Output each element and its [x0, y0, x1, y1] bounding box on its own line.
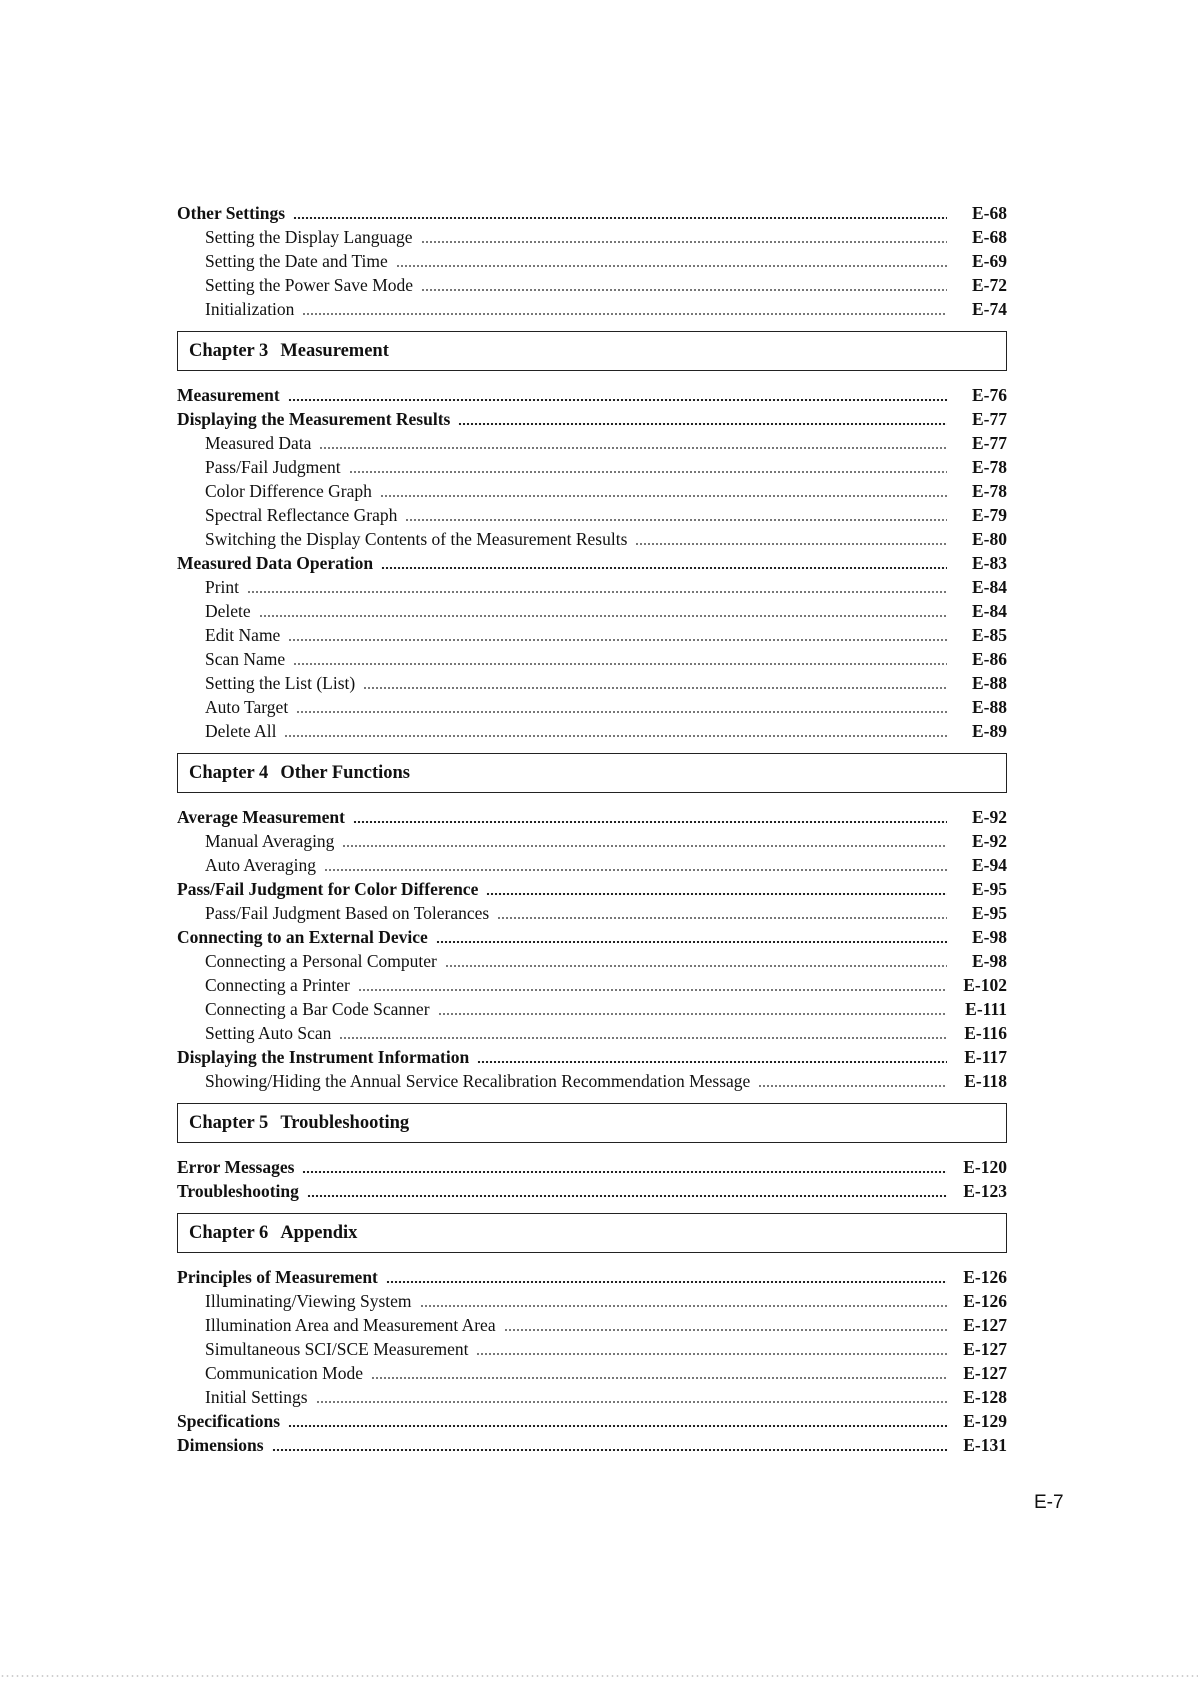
dot-leader [324, 869, 947, 871]
dot-leader [358, 989, 947, 991]
toc-entry-title: Connecting a Personal Computer [205, 951, 437, 971]
toc-entry-title: Color Difference Graph [205, 481, 372, 501]
toc-entry-title: Delete All [205, 721, 277, 741]
dot-leader [302, 313, 947, 315]
toc-entry[interactable] [177, 997, 1007, 1021]
chapter-title: Troubleshooting [280, 1112, 410, 1133]
toc-entry-page: E-72 [972, 275, 1007, 295]
dot-leader [421, 289, 947, 291]
chapter-title: Appendix [280, 1222, 358, 1243]
toc-section [177, 201, 1007, 321]
toc-section [177, 331, 1007, 743]
toc-entry[interactable] [177, 623, 1007, 647]
dot-leader [758, 1085, 947, 1087]
dot-leader [381, 567, 947, 569]
dot-leader [486, 893, 947, 895]
toc-entry-title: Edit Name [205, 625, 281, 645]
toc-entry-title: Print [205, 577, 240, 597]
toc-entry-title: Connecting a Printer [205, 975, 350, 995]
toc-entry-page: E-118 [964, 1071, 1007, 1091]
dot-leader [247, 591, 947, 593]
dot-leader [319, 447, 947, 449]
toc-entry-title: Specifications [177, 1411, 281, 1431]
toc-entry-page: E-95 [972, 903, 1007, 923]
toc-entry-title: Dimensions [177, 1435, 264, 1455]
dot-leader [458, 423, 947, 425]
dot-leader [396, 265, 947, 267]
toc-entry-title: Spectral Reflectance Graph [205, 505, 398, 525]
toc-entry-page: E-127 [963, 1363, 1007, 1383]
toc-entry-title: Auto Target [205, 697, 289, 717]
toc-entry-page: E-78 [972, 457, 1007, 477]
toc-entry[interactable] [177, 805, 1007, 829]
toc-entry[interactable] [177, 201, 1007, 225]
toc-entry-page: E-74 [972, 299, 1007, 319]
dot-leader [259, 615, 947, 617]
toc-entry-page: E-127 [963, 1339, 1007, 1359]
toc-entry[interactable] [177, 249, 1007, 273]
toc-entry-page: E-128 [963, 1387, 1007, 1407]
dot-leader [371, 1377, 947, 1379]
dot-leader [405, 519, 947, 521]
toc-entry-title: Setting the Power Save Mode [205, 275, 414, 295]
dot-leader [288, 1425, 947, 1427]
toc-entry-title: Pass/Fail Judgment Based on Tolerances [205, 903, 490, 923]
toc-entry[interactable] [177, 407, 1007, 431]
toc-entry-title: Other Settings [177, 203, 286, 223]
toc-entry[interactable] [177, 647, 1007, 671]
toc-entry[interactable] [177, 1179, 1007, 1203]
chapter-number: Chapter 4 [189, 762, 269, 783]
toc-entry[interactable] [177, 1385, 1007, 1409]
toc-entry-page: E-95 [972, 879, 1007, 899]
dot-leader [477, 1061, 947, 1063]
chapter-number: Chapter 3 [189, 340, 269, 361]
toc-entry[interactable] [177, 973, 1007, 997]
dot-leader [342, 845, 947, 847]
toc-entry-title: Communication Mode [205, 1363, 363, 1383]
toc-entry[interactable] [177, 949, 1007, 973]
toc-entry[interactable] [177, 829, 1007, 853]
toc-entry-title: Measured Data [205, 433, 312, 453]
dot-leader [293, 217, 947, 219]
toc-entry[interactable] [177, 431, 1007, 455]
toc-entry[interactable] [177, 479, 1007, 503]
chapter-number: Chapter 6 [189, 1222, 269, 1243]
toc-entry[interactable] [177, 901, 1007, 925]
toc-entry[interactable] [177, 225, 1007, 249]
toc-entry[interactable] [177, 877, 1007, 901]
toc-entry-page: E-86 [972, 649, 1007, 669]
toc-entry-page: E-102 [963, 975, 1007, 995]
dot-leader [436, 941, 947, 943]
toc-entry-page: E-76 [972, 385, 1007, 405]
toc-entry[interactable] [177, 575, 1007, 599]
toc-entry-title: Troubleshooting [177, 1181, 299, 1201]
toc-entry[interactable] [177, 1433, 1007, 1457]
dot-leader [380, 495, 947, 497]
dot-leader [363, 687, 947, 689]
dot-leader [476, 1353, 947, 1355]
toc-entry[interactable] [177, 695, 1007, 719]
toc-entry[interactable] [177, 1337, 1007, 1361]
toc-entry-page: E-117 [964, 1047, 1007, 1067]
chapter-heading [177, 1213, 1007, 1253]
dot-leader [353, 821, 947, 823]
toc-entry-page: E-92 [972, 831, 1007, 851]
toc-entry-page: E-78 [972, 481, 1007, 501]
dot-leader [288, 399, 947, 401]
toc-entry[interactable] [177, 1313, 1007, 1337]
toc-entry-page: E-80 [972, 529, 1007, 549]
toc-section [177, 1213, 1007, 1457]
toc-entry-title: Illuminating/Viewing System [205, 1291, 412, 1311]
toc-entry-title: Measurement [177, 385, 280, 405]
chapter-title: Measurement [280, 340, 389, 361]
toc-entry[interactable] [177, 527, 1007, 551]
chapter-heading [177, 753, 1007, 793]
dot-leader [504, 1329, 947, 1331]
toc-section [177, 1103, 1007, 1203]
dot-leader [307, 1195, 947, 1197]
toc-entry-page: E-123 [963, 1181, 1007, 1201]
toc-entry-title: Scan Name [205, 649, 286, 669]
dot-leader [497, 917, 947, 919]
toc-entry-title: Setting Auto Scan [205, 1023, 332, 1043]
toc-entry-page: E-69 [972, 251, 1007, 271]
toc-entry-title: Displaying the Instrument Information [177, 1047, 470, 1067]
toc-entry-page: E-131 [963, 1435, 1007, 1455]
chapter-heading [177, 331, 1007, 371]
toc-entry-title: Pass/Fail Judgment for Color Difference [177, 879, 479, 899]
toc-entry[interactable] [177, 1289, 1007, 1313]
dot-leader [284, 735, 947, 737]
toc-entry[interactable] [177, 297, 1007, 321]
toc-entry-title: Error Messages [177, 1157, 295, 1177]
toc-entry[interactable] [177, 1155, 1007, 1179]
toc-entry[interactable] [177, 599, 1007, 623]
dot-leader [339, 1037, 947, 1039]
toc-entry-title: Auto Averaging [205, 855, 316, 875]
toc-entry-title: Principles of Measurement [177, 1267, 378, 1287]
chapter-title: Other Functions [280, 762, 410, 783]
dot-leader [421, 241, 947, 243]
toc-entry-title: Connecting to an External Device [177, 927, 428, 947]
toc-entry-page: E-127 [963, 1315, 1007, 1335]
toc-entry-page: E-84 [972, 601, 1007, 621]
toc-entry[interactable] [177, 853, 1007, 877]
table-of-contents [177, 201, 1007, 1457]
toc-entry[interactable] [177, 1045, 1007, 1069]
toc-entry-page: E-68 [972, 203, 1007, 223]
toc-entry[interactable] [177, 551, 1007, 575]
toc-entry[interactable] [177, 1361, 1007, 1385]
toc-entry-page: E-98 [972, 951, 1007, 971]
toc-entry-page: E-68 [972, 227, 1007, 247]
toc-entry-title: Showing/Hiding the Annual Service Recalibration Recommendation Message [205, 1071, 751, 1091]
toc-entry-title: Average Measurement [177, 807, 345, 827]
toc-entry[interactable] [177, 1265, 1007, 1289]
toc-section [177, 753, 1007, 1093]
toc-entry-page: E-116 [964, 1023, 1007, 1043]
toc-entry-page: E-126 [963, 1291, 1007, 1311]
dot-leader [438, 1013, 947, 1015]
toc-entry-title: Switching the Display Contents of the Measurement Results [205, 529, 628, 549]
toc-entry-page: E-94 [972, 855, 1007, 875]
toc-entry-page: E-88 [972, 673, 1007, 693]
toc-entry-page: E-77 [972, 433, 1007, 453]
toc-entry-page: E-77 [972, 409, 1007, 429]
dot-leader [296, 711, 947, 713]
toc-entry[interactable] [177, 383, 1007, 407]
toc-entry-page: E-111 [965, 999, 1007, 1019]
dot-leader [293, 663, 947, 665]
dot-leader [635, 543, 947, 545]
toc-entry-title: Illumination Area and Measurement Area [205, 1315, 496, 1335]
dot-leader [349, 471, 947, 473]
toc-entry-title: Simultaneous SCI/SCE Measurement [205, 1339, 469, 1359]
dot-leader [445, 965, 947, 967]
toc-entry[interactable] [177, 1021, 1007, 1045]
toc-entry-title: Measured Data Operation [177, 553, 374, 573]
toc-entry-page: E-98 [972, 927, 1007, 947]
chapter-heading [177, 1103, 1007, 1143]
toc-entry-title: Connecting a Bar Code Scanner [205, 999, 430, 1019]
toc-entry[interactable] [177, 671, 1007, 695]
toc-entry-page: E-79 [972, 505, 1007, 525]
dot-leader [272, 1449, 947, 1451]
toc-entry-title: Pass/Fail Judgment [205, 457, 341, 477]
toc-entry[interactable] [177, 925, 1007, 949]
toc-entry-page: E-126 [963, 1267, 1007, 1287]
scan-artifact-line [0, 1675, 1198, 1677]
toc-entry-page: E-89 [972, 721, 1007, 741]
toc-entry[interactable] [177, 455, 1007, 479]
page-number: E-7 [1034, 1492, 1064, 1513]
toc-entry-title: Manual Averaging [205, 831, 335, 851]
dot-leader [386, 1281, 947, 1283]
toc-entry-title: Initial Settings [205, 1387, 308, 1407]
toc-entry[interactable] [177, 1409, 1007, 1433]
dot-leader [420, 1305, 947, 1307]
toc-entry[interactable] [177, 503, 1007, 527]
toc-entry[interactable] [177, 1069, 1007, 1093]
toc-entry[interactable] [177, 719, 1007, 743]
toc-entry-title: Delete [205, 601, 251, 621]
toc-entry-page: E-88 [972, 697, 1007, 717]
toc-entry-page: E-84 [972, 577, 1007, 597]
toc-entry-page: E-129 [963, 1411, 1007, 1431]
toc-entry-title: Initialization [205, 299, 295, 319]
toc-entry[interactable] [177, 273, 1007, 297]
dot-leader [288, 639, 947, 641]
toc-entry-title: Displaying the Measurement Results [177, 409, 451, 429]
toc-entry-page: E-83 [972, 553, 1007, 573]
dot-leader [316, 1401, 947, 1403]
toc-entry-title: Setting the Display Language [205, 227, 413, 247]
toc-entry-title: Setting the Date and Time [205, 251, 388, 271]
toc-entry-title: Setting the List (List) [205, 673, 356, 693]
toc-entry-page: E-92 [972, 807, 1007, 827]
chapter-number: Chapter 5 [189, 1112, 269, 1133]
toc-entry-page: E-85 [972, 625, 1007, 645]
dot-leader [302, 1171, 947, 1173]
toc-entry-page: E-120 [963, 1157, 1007, 1177]
